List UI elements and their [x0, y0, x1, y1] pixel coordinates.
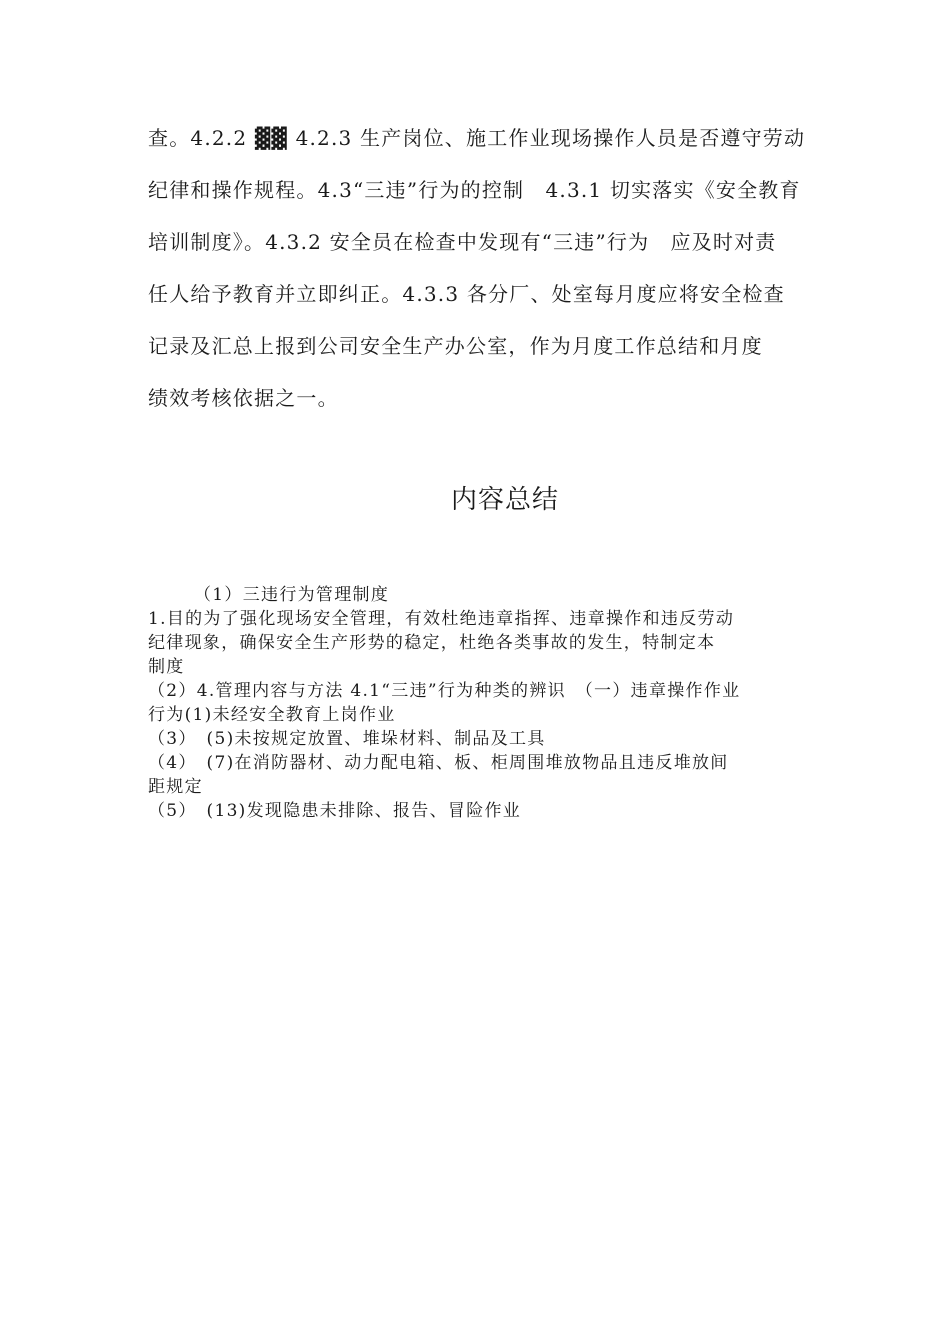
- summary-line-6: 行为(1)未经安全教育上岗作业: [148, 705, 396, 725]
- summary-line-2: 1.目的为了强化现场安全管理，有效杜绝违章指挥、违章操作和违反劳动: [148, 609, 735, 629]
- summary-line-10: （5） (13)发现隐患未排除、报告、冒险作业: [148, 801, 522, 821]
- body-line-6: 绩效考核依据之一。: [148, 386, 339, 410]
- summary-line-5: （2）4.管理内容与方法 4.1“三违”行为种类的辨识 （一）违章操作作业: [148, 681, 741, 701]
- body-line-5: 记录及汇总上报到公司安全生产办公室，作为月度工作总结和月度: [148, 334, 763, 358]
- summary-line-7: （3） (5)未按规定放置、堆垛材料、制品及工具: [148, 729, 546, 749]
- summary-line-9: 距规定: [148, 777, 203, 797]
- summary-list: [148, 583, 808, 823]
- summary-heading: 内容总结: [450, 485, 559, 515]
- body-line-2: 纪律和操作规程。4.3“三违”行为的控制 4.3.1 切实落实《安全教育: [148, 178, 801, 202]
- body-line-4: 任人给予教育并立即纠正。4.3.3 各分厂、处室每月度应将安全检查: [148, 282, 785, 306]
- summary-line-1: （1）三违行为管理制度: [194, 585, 390, 605]
- body-line-1: 查。4.2.2 ▓▓ 4.2.3 生产岗位、施工作业现场操作人员是否遵守劳动: [148, 126, 806, 150]
- body-line-3: 培训制度》。4.3.2 安全员在检查中发现有“三违”行为 应及时对责: [148, 230, 777, 254]
- body-paragraph: [148, 116, 808, 428]
- summary-line-8: （4） (7)在消防器材、动力配电箱、板、柜周围堆放物品且违反堆放间: [148, 753, 729, 773]
- summary-line-4: 制度: [148, 657, 185, 677]
- summary-line-3: 纪律现象，确保安全生产形势的稳定，杜绝各类事故的发生，特制定本: [148, 633, 716, 653]
